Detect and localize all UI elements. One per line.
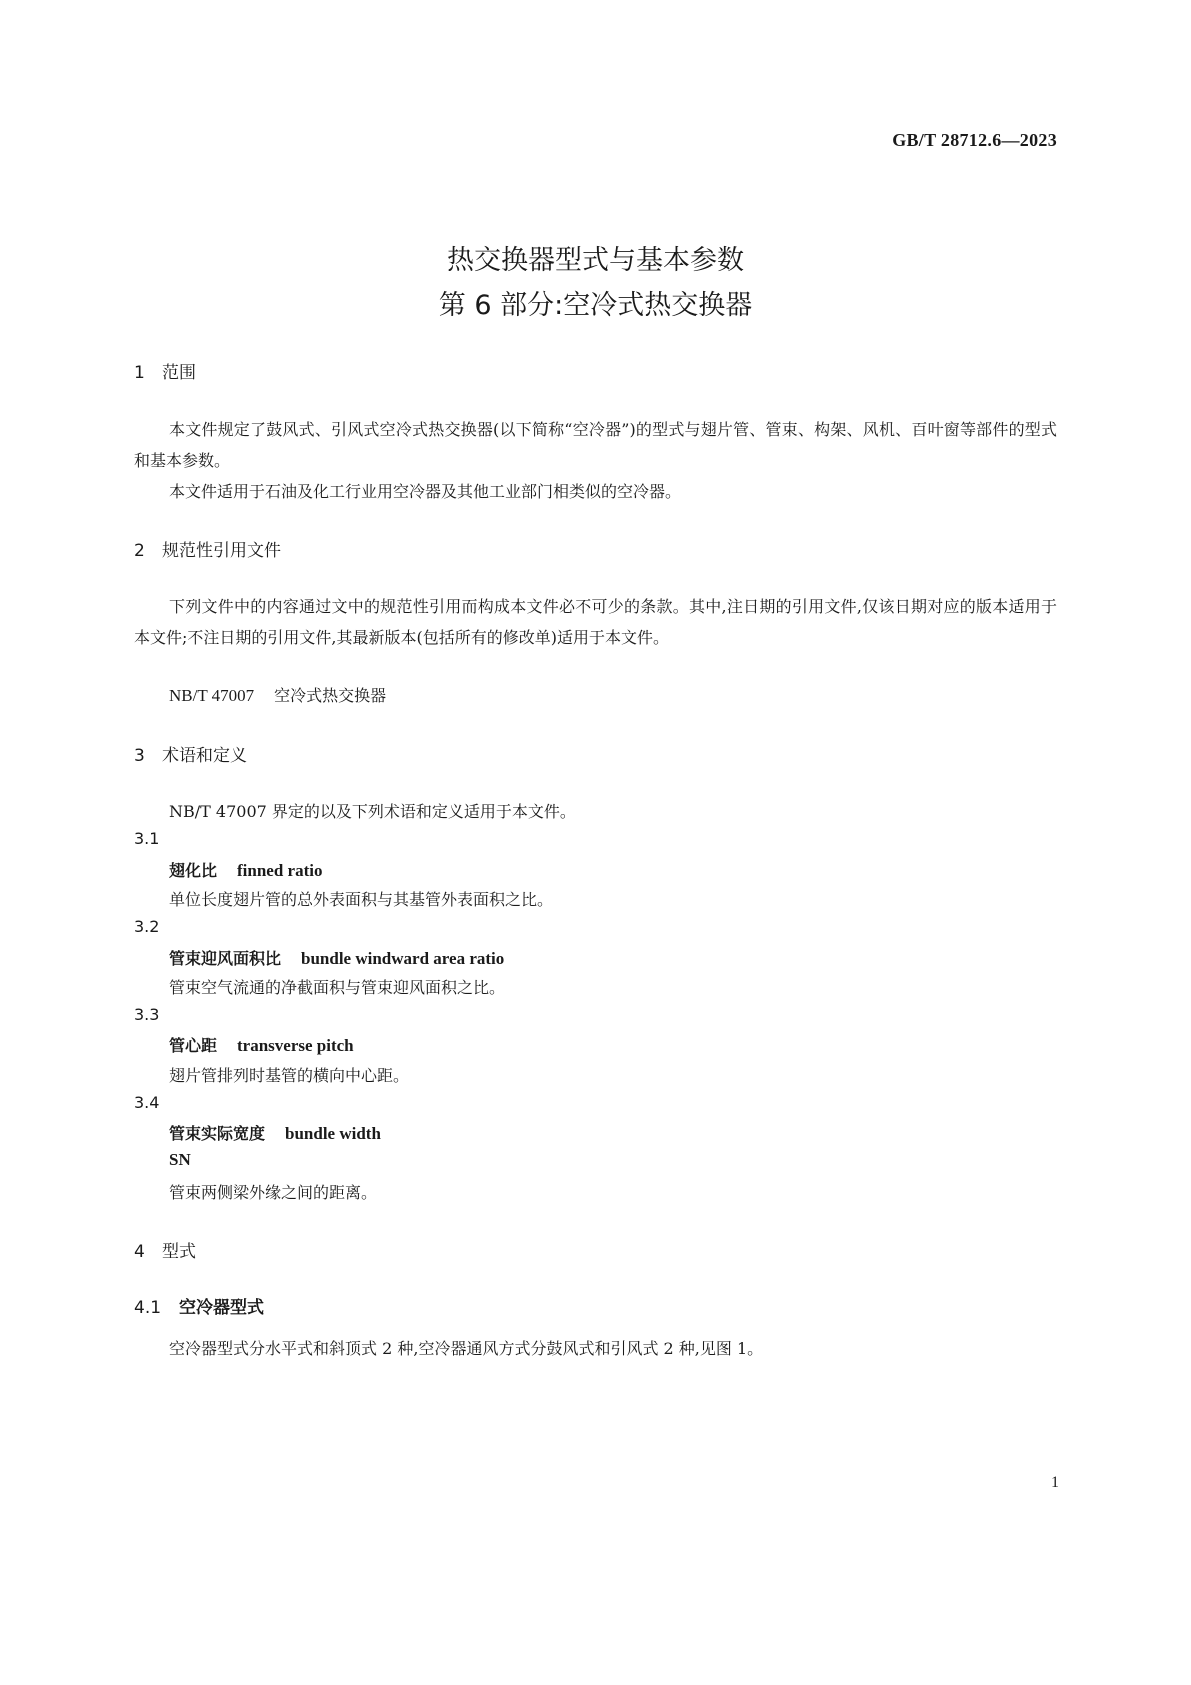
normative-reference (169, 683, 386, 706)
page-number: 1 (1051, 1474, 1059, 1491)
subsection-4-1-heading (134, 1293, 264, 1318)
term-name-zh: 管束实际宽度 (169, 1124, 266, 1143)
section-number: 4 (134, 1242, 145, 1262)
term-number: 3.1 (134, 829, 160, 848)
reference-title: 空冷式热交换器 (274, 686, 387, 705)
term-name-en: transverse pitch (237, 1036, 354, 1055)
term-name-en: bundle windward area ratio (301, 949, 505, 968)
section-3-heading (134, 741, 247, 766)
term-number: 3.3 (134, 1005, 160, 1024)
section-title: 范围 (162, 363, 196, 383)
section-number: 2 (134, 541, 145, 561)
section-2-paragraph-1: 下列文件中的内容通过文中的规范性引用而构成本文件必不可少的条款。其中,注日期的引用文件,仅该日期对应的版本适用于本文件;不注日期的引用文件,其最新版本(包括所有的修改单)适用于本文件。 (134, 597, 1057, 647)
term-name (169, 858, 323, 881)
section-3-intro: NB/T 47007 界定的以及下列术语和定义适用于本文件。 (169, 802, 576, 821)
term-name-zh: 管心距 (169, 1036, 218, 1055)
section-4-heading (134, 1237, 196, 1262)
section-number: 1 (134, 363, 145, 383)
title-line-2: 第 6 部分:空冷式热交换器 (438, 290, 753, 321)
reference-code: NB/T 47007 (169, 686, 255, 705)
term-name-en: bundle width (285, 1124, 381, 1143)
term-name (169, 1121, 381, 1144)
term-abbreviation: SN (169, 1150, 191, 1169)
term-number: 3.4 (134, 1093, 160, 1112)
term-definition: 管束两侧梁外缘之间的距离。 (169, 1183, 378, 1202)
term-number: 3.2 (134, 917, 160, 936)
section-1-paragraph-2: 本文件适用于石油及化工行业用空冷器及其他工业部门相类似的空冷器。 (169, 482, 682, 501)
term-name-zh: 管束迎风面积比 (169, 949, 282, 968)
standard-id: GB/T 28712.6—2023 (892, 130, 1057, 150)
subsection-title: 空冷器型式 (179, 1298, 264, 1318)
term-name (169, 1033, 354, 1056)
section-1-heading (134, 358, 196, 383)
section-4-paragraph-1: 空冷器型式分水平式和斜顶式 2 种,空冷器通风方式分鼓风式和引风式 2 种,见图 1。 (169, 1339, 764, 1358)
section-title: 规范性引用文件 (162, 541, 281, 561)
term-name-zh: 翅化比 (169, 861, 218, 880)
document-title (0, 238, 1191, 328)
term-definition: 单位长度翅片管的总外表面积与其基管外表面积之比。 (169, 890, 554, 909)
term-definition: 翅片管排列时基管的横向中心距。 (169, 1066, 410, 1085)
term-name-en: finned ratio (237, 861, 323, 880)
section-number: 3 (134, 746, 145, 766)
section-2-heading (134, 536, 281, 561)
term-name (169, 946, 504, 969)
title-line-1: 热交换器型式与基本参数 (447, 245, 744, 276)
term-definition: 管束空气流通的净截面积与管束迎风面积之比。 (169, 978, 506, 997)
section-1-paragraph-1: 本文件规定了鼓风式、引风式空冷式热交换器(以下简称“空冷器”)的型式与翅片管、管束、构架、风机、百叶窗等部件的型式和基本参数。 (134, 420, 1057, 470)
section-title: 术语和定义 (162, 746, 247, 766)
subsection-number: 4.1 (134, 1298, 162, 1318)
section-title: 型式 (162, 1242, 196, 1262)
